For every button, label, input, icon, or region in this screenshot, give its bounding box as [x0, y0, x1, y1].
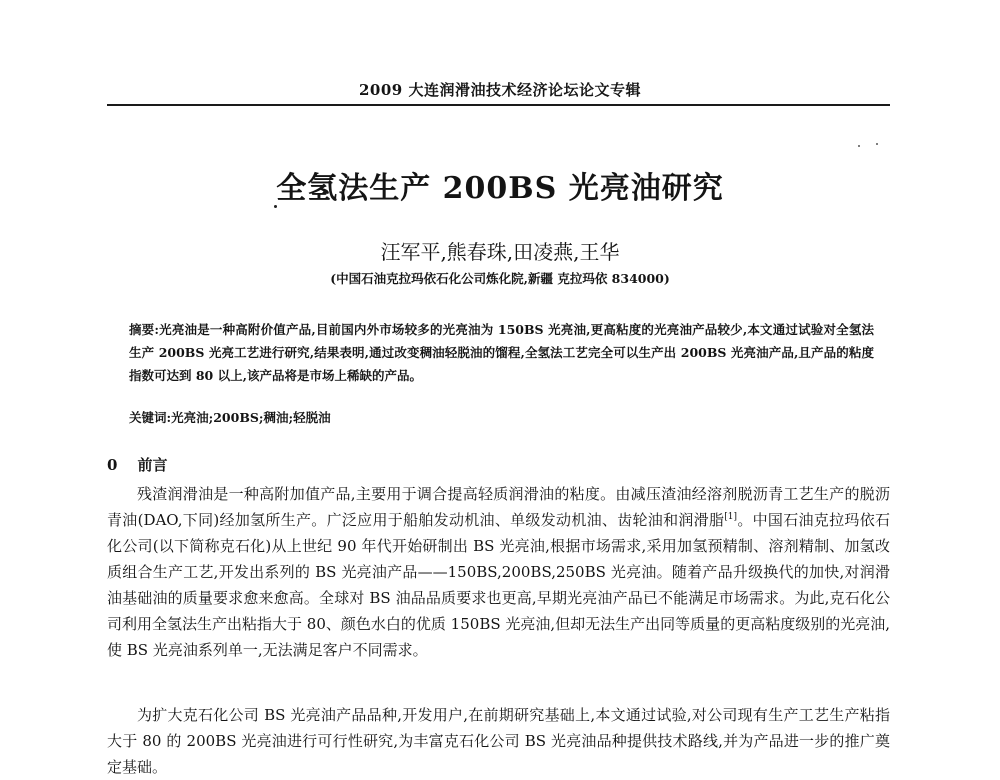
abstract-text: 光亮油是一种高附价值产品,目前国内外市场较多的光亮油为 150BS 光亮油,更高粘度的光亮油产品较少,本文通过试验对全氢法生产 200BS 光亮工艺进行研究,结果表明,通过改变稠油轻脱油的馏程,全氢法工艺完全可以生产出 200BS 光亮油产品,且产品的粘度指数可达到 80 以上,该产品将是市场上稀缺的产品。: [129, 322, 874, 383]
scan-speck: [876, 143, 878, 145]
running-header: 2009 大连润滑油技术经济论坛论文专辑: [359, 81, 641, 99]
abstract-label: 摘要:: [129, 322, 159, 337]
scan-speck: [858, 145, 860, 147]
authors: 汪军平,熊春珠,田凌燕,王华: [380, 240, 620, 264]
paper-title: 全氢法生产 200BS 光亮油研究: [276, 171, 724, 206]
keywords-label: 关键词:: [129, 410, 172, 425]
affiliation: (中国石油克拉玛依石化公司炼化院,新疆 克拉玛依 834000): [330, 271, 670, 286]
section-heading: [107, 454, 167, 475]
body-paragraph: [107, 481, 890, 663]
header-rule: [107, 104, 890, 106]
citation-link[interactable]: [1]: [724, 512, 738, 522]
keywords: [129, 408, 874, 426]
paragraph-text: 。中国石油克拉玛依石化公司(以下简称克石化)从上世纪 90 年代开始研制出 BS 光亮油,根据市场需求,采用加氢预精制、溶剂精制、加氢改质组合生产工艺,开发出系列的 BS 光亮油产品——150BS,200BS,250BS 光亮油。随着产品升级换代的加快,对润滑油基础油的质量要求愈来愈高。全球对 BS 油品品质要求也更高,早期光亮油产品已不能满足市场需求。为此,克石化公司利用全氢法生产出粘指大于 80、颜色水白的优质 150BS 光亮油,但却无法生产出同等质量的更高粘度级别的光亮油,使 BS 光亮油系列单一,无法满足客户不同需求。: [107, 511, 890, 659]
section-number: 0: [107, 456, 118, 474]
abstract: [129, 318, 874, 387]
keywords-text: 光亮油;200BS;稠油;轻脱油: [171, 410, 331, 425]
paragraph-text: 残渣润滑油是一种高附加值产品,主要用于调合提高轻质润滑油的粘度。由减压渣油经溶剂脱沥青工艺生产的脱沥青油(DAO,下同)经加氢所生产。广泛应用于船舶发动机油、单级发动机油、齿轮油和润滑脂: [107, 485, 890, 529]
body-paragraph: 为扩大克石化公司 BS 光亮油产品品种,开发用户,在前期研究基础上,本文通过试验,对公司现有生产工艺生产粘指大于 80 的 200BS 光亮油进行可行性研究,为丰富克石化公司 BS 光亮油品种提供技术路线,并为产品进一步的推广奠定基础。: [107, 706, 890, 776]
section-title: 前言: [137, 456, 168, 474]
